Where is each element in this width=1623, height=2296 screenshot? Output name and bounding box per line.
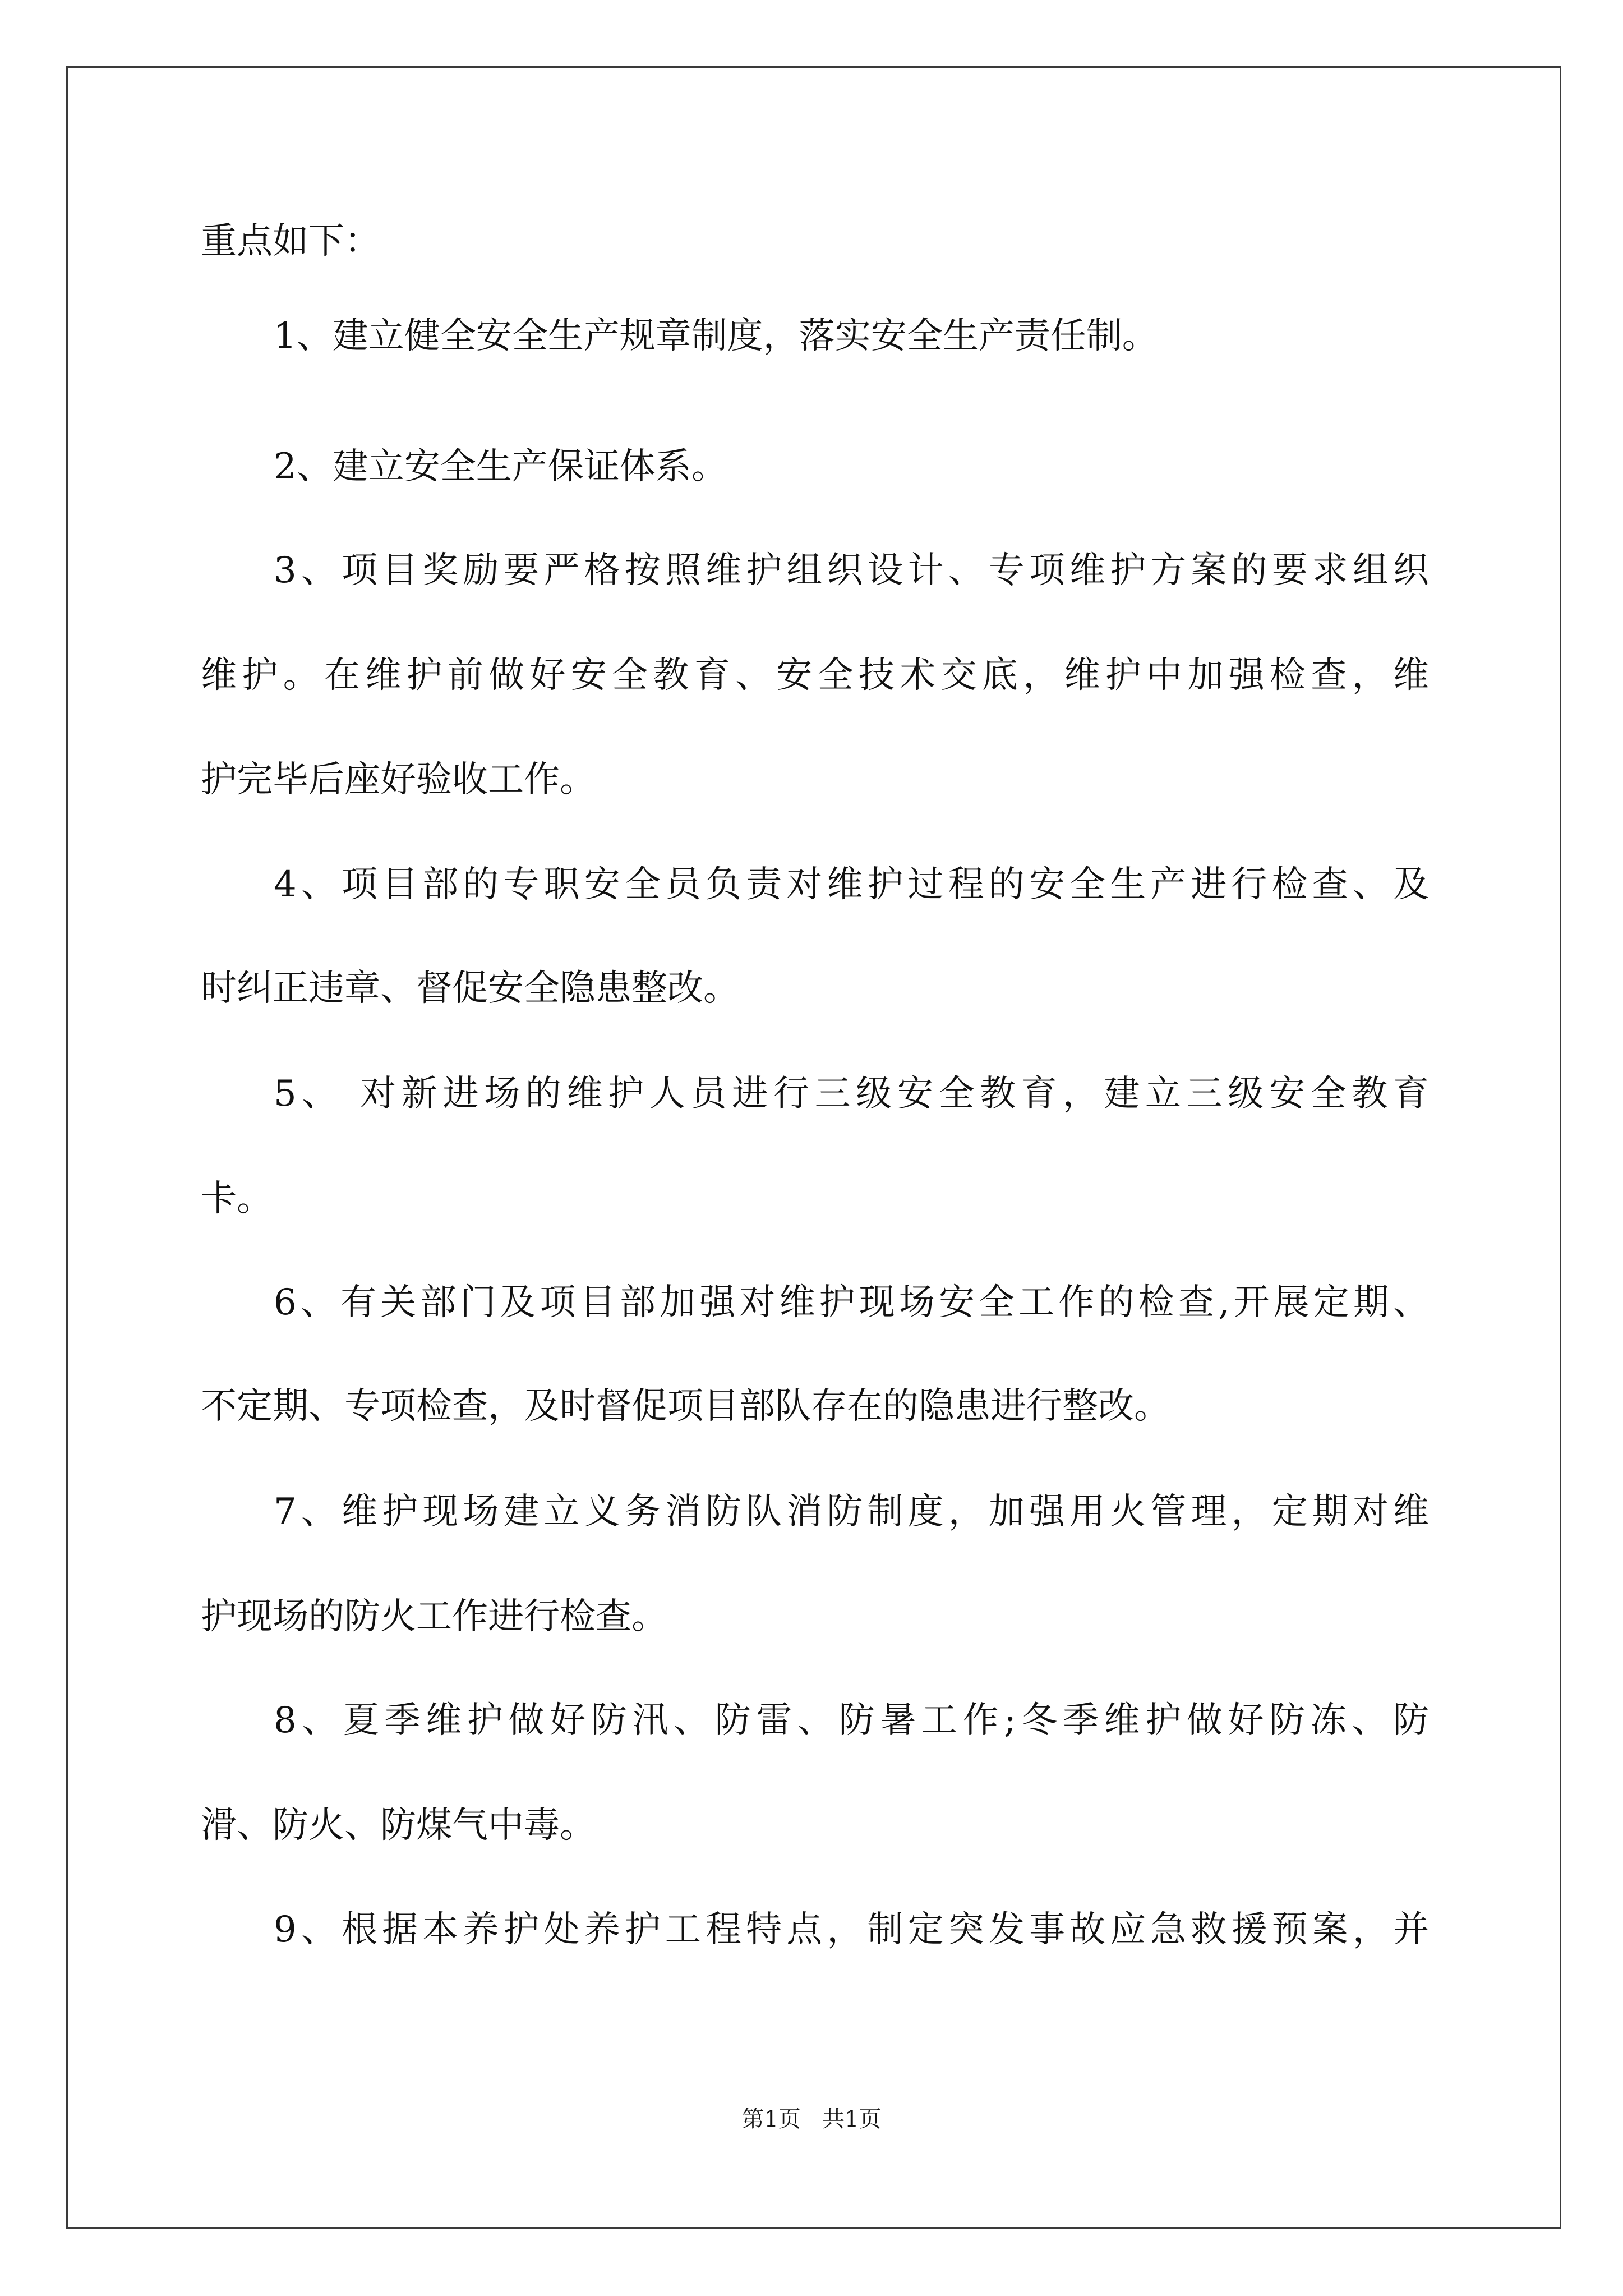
text-line: 6、有关部门及项目部加强对维护现场安全工作的检查,开展定期、 bbox=[274, 1282, 1429, 1323]
text-line: 2、建立安全生产保证体系。 bbox=[274, 446, 727, 487]
text-line: 8、夏季维护做好防汛、防雷、防暑工作;冬季维护做好防冻、防 bbox=[274, 1700, 1429, 1741]
text-line: 1、建立健全安全生产规章制度，落实安全生产责任制。 bbox=[274, 315, 1158, 357]
text-line: 9、根据本养护处养护工程特点，制定突发事故应急救援预案，并 bbox=[274, 1909, 1429, 1950]
text-line: 滑、防火、防煤气中毒。 bbox=[201, 1805, 596, 1846]
text-line: 7、维护现场建立义务消防队消防制度，加强用火管理，定期对维 bbox=[274, 1491, 1429, 1533]
text-line: 重点如下： bbox=[201, 220, 380, 262]
text-line: 护完毕后座好验收工作。 bbox=[201, 759, 596, 800]
text-line: 不定期、专项检查，及时督促项目部队存在的隐患进行整改。 bbox=[201, 1386, 1170, 1427]
text-line: 4、项目部的专职安全员负责对维护过程的安全生产进行检查、及 bbox=[274, 864, 1429, 905]
page-footer: 第1页 共1页 bbox=[741, 2106, 882, 2132]
text-line: 5、 对新进场的维护人员进行三级安全教育，建立三级安全教育 bbox=[274, 1073, 1429, 1115]
text-line: 3、项目奖励要严格按照维护组织设计、专项维护方案的要求组织 bbox=[274, 550, 1429, 591]
text-line: 维护。在维护前做好安全教育、安全技术交底，维护中加强检查，维 bbox=[201, 655, 1429, 696]
text-line: 时纠正违章、督促安全隐患整改。 bbox=[201, 968, 739, 1009]
text-line: 卡。 bbox=[201, 1178, 273, 1220]
text-line: 护现场的防火工作进行检查。 bbox=[201, 1596, 667, 1637]
